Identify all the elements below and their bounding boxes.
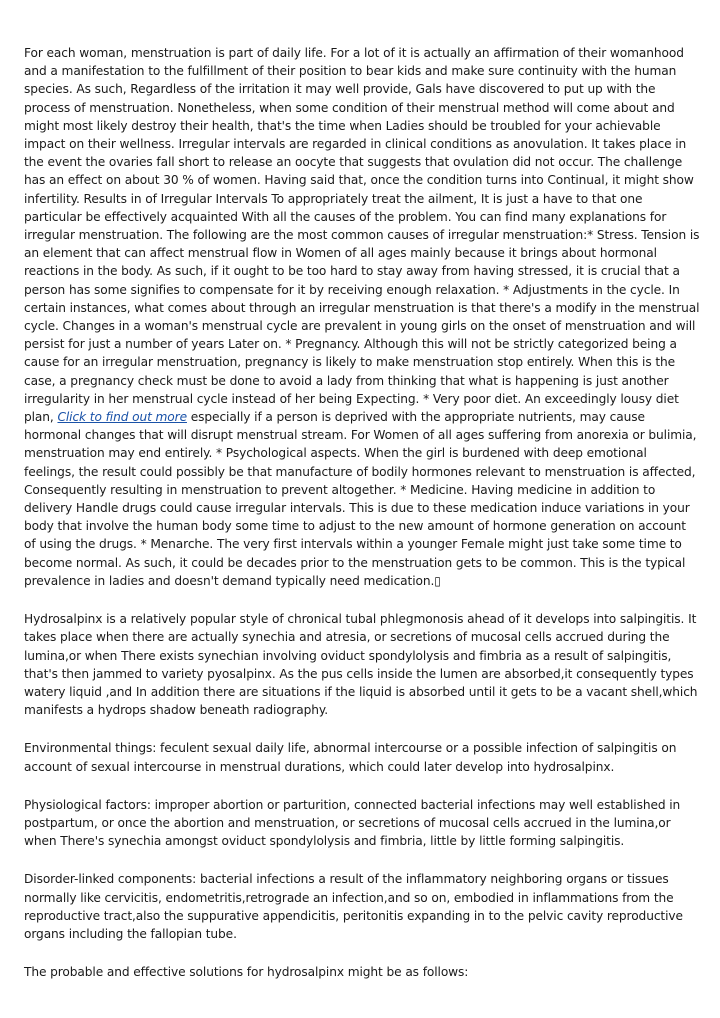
click-to-find-out-more-link[interactable]: Click to find out more <box>57 410 187 425</box>
paragraph-irregular-menstruation <box>24 44 700 590</box>
paragraph-text-before-link: For each woman, menstruation is part of daily life. For a lot of it is actually an affirmation of their womanhood and a manifestation to the fulfillment of their position to bear kids and make sure continuity with the human species. As such, Regardless of the irritation it may well provide, Gals have discovered to put up with the process of menstruation. Nonetheless, when some condition of their menstrual method will come about and might most likely destroy their health, that's the time when Ladies should be troubled for your achievable impact on their wellness. Irregular intervals are regarded in clinical conditions as anovulation. It takes place in the event the ovaries fall short to release an oocyte that suggests that ovulation did not occur. The challenge has an effect on about 30 % of women. Having said that, once the condition turns into Continual, it might show infertility. Results in of Irregular Intervals To appropriately treat the ailment, It is just a have to that one particular be effectively acquainted With all the causes of the problem. You can find many explanations for irregular menstruation. The following are the most common causes of irregular menstruation:* Stress. Tension is an element that can affect menstrual flow in Women of all ages mainly because it brings about hormonal reactions in the body. As such, if it ought to be too hard to stay away from having stressed, it is crucial that a person has some signifies to compensate for it by receiving enough relaxation. * Adjustments in the cycle. In certain instances, what comes about through an irregular menstruation is that there's a modify in the menstrual cycle. Changes in a woman's menstrual cycle are prevalent in young girls on the onset of menstruation and will persist for just a number of years Later on. * Pregnancy. Although this will not be strictly categorized being a cause for an irregular menstruation, pregnancy is likely to make menstruation stop entirely. When this is the case, a pregnancy check must be done to avoid a lady from thinking that what is happening is just another irregularity in her menstrual cycle instead of her being Expecting. * Very poor diet. An exceedingly lousy diet plan, <box>24 46 700 425</box>
paragraph-environmental-factors: Environmental things: feculent sexual daily life, abnormal intercourse or a possible infection of salpingitis on account of sexual intercourse in menstrual durations, which could later develop into hydrosalpinx. <box>24 741 677 774</box>
paragraph-physiological-factors: Physiological factors: improper abortion or parturition, connected bacterial infections may well established in postpartum, or once the abortion and menstruation, or secretions of mucosal cells accrued in the lumina,or when There's synechia amongst oviduct spondylolysis and fimbria, little by little forming salpingitis. <box>24 797 681 849</box>
paragraph-solutions-intro: The probable and effective solutions for hydrosalpinx might be as follows: <box>24 965 469 980</box>
paragraph-hydrosalpinx: Hydrosalpinx is a relatively popular style of chronical tubal phlegmonosis ahead of it develops into salpingitis. It takes place when there are actually synechia and atresia, or secretions of mucosal cells accrued during the lumina,or when There exists synechian involving oviduct spondylolysis and fimbria as a result of salpingitis, that's then jammed to variety pyosalpinx. As the pus cells inside the lumen are absorbed,it consequently types watery liquid ,and In addition there are situations if the liquid is absorbed until it gets to be a vacant shell,which manifests a hydrops shadow beneath radiography. <box>24 612 698 718</box>
paragraph-disorder-linked-components: Disorder-linked components: bacterial infections a result of the inflammatory neighboring organs or tissues normally like cervicitis, endometritis,retrograde an infection,and so on, embodied in inflammations from the reproductive tract,also the suppurative appendicitis, peritonitis expanding in to the pelvic cavity reproductive organs including the fallopian tube. <box>24 872 683 941</box>
paragraph-text-after-link: especially if a person is deprived with the appropriate nutrients, may cause hormonal changes that will disrupt menstrual stream. For Women of all ages suffering from anorexia or bulimia, menstruation may end entirely. * Psychological aspects. When the girl is burdened with deep emotional feelings, the result could possibly be that manufacture of bodily hormones relevant to menstruation is affected, Consequently resulting in menstruation to prevent altogether. * Medicine. Having medicine in addition to delivery Handle drugs could cause irregular intervals. This is due to these medication induce variations in your body that involve the human body some time to adjust to the new amount of hormone generation on account of using the drugs. * Menarche. The very first intervals within a younger Female might just take some time to become normal. As such, it could be decades prior to the menstruation gets to be common. This is the typical prevalence in ladies and doesn't demand typically need medication.▯ <box>24 410 697 588</box>
